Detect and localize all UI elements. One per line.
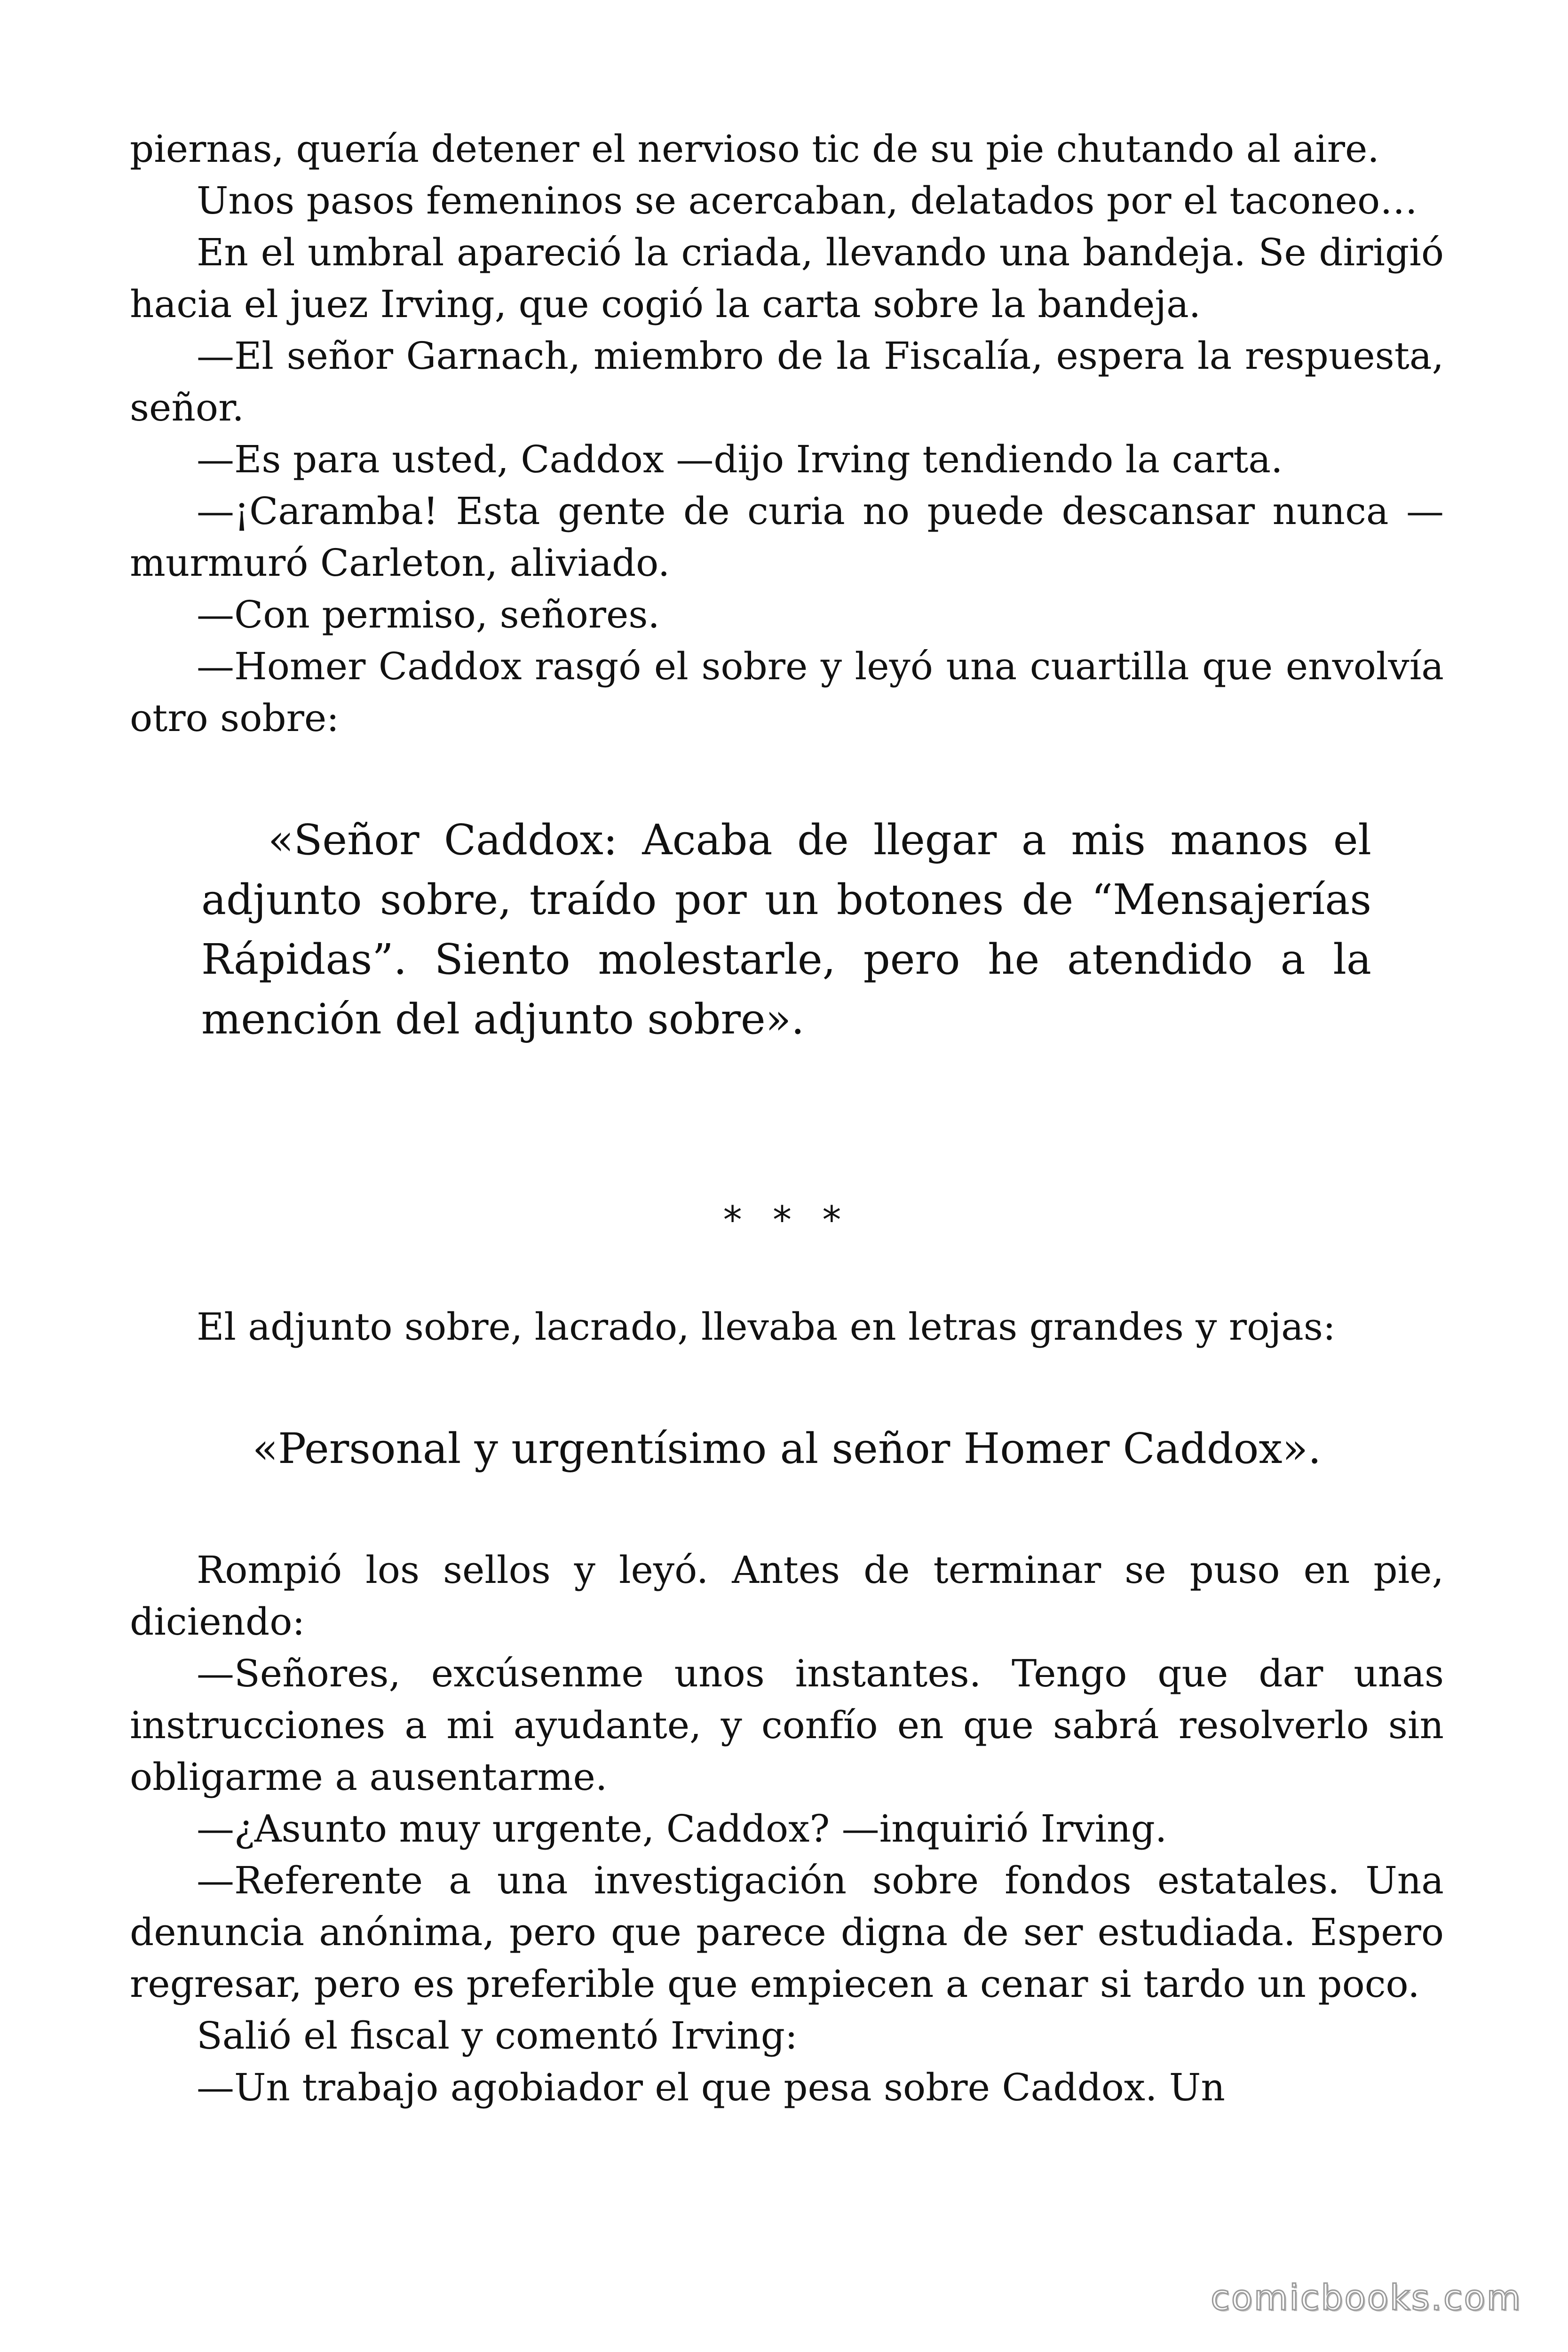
paragraph: Rompió los sellos y leyó. Antes de terminar se puso en pie, diciendo: — [130, 1548, 1444, 1644]
letter-quote: «Señor Caddox: Acaba de llegar a mis manos el adjunto sobre, traído por un botones de “Mensajerías Rápidas”. Siento molestarle, pero he atendido a la mención del adjunto sobre». — [201, 815, 1371, 1043]
paragraph: —Es para usted, Caddox —dijo Irving tendiendo la carta. — [197, 437, 1283, 481]
watermark-text: comicbooks.com — [1211, 2278, 1522, 2318]
text-section-bottom — [130, 1544, 1444, 2114]
text-section-top — [130, 123, 1444, 744]
paragraph: Salió el fiscal y comentó Irving: — [197, 2014, 798, 2058]
paragraph: —Señores, excúsenme unos instantes. Tengo que dar unas instrucciones a mi ayudante, y confío en que sabrá resolverlo sin obligarme a ausentarme. — [130, 1652, 1444, 1799]
paragraph: —Un trabajo agobiador el que pesa sobre Caddox. Un — [197, 2066, 1225, 2109]
paragraph: —¡Caramba! Esta gente de curia no puede descansar nunca —murmuró Carleton, aliviado. — [130, 489, 1444, 585]
section-separator: * * * — [723, 1198, 851, 1242]
paragraph: —Con permiso, señores. — [197, 593, 660, 636]
paragraph: En el umbral apareció la criada, llevando una bandeja. Se dirigió hacia el juez Irving, que cogió la carta sobre la bandeja. — [130, 230, 1444, 326]
paragraph: —Homer Caddox rasgó el sobre y leyó una cuartilla que envolvía otro sobre: — [130, 644, 1444, 740]
paragraph: —El señor Garnach, miembro de la Fiscalía, espera la respuesta, señor. — [130, 334, 1444, 429]
paragraph: El adjunto sobre, lacrado, llevaba en letras grandes y rojas: — [197, 1305, 1336, 1349]
envelope-inscription: «Personal y urgentísimo al señor Homer Caddox». — [252, 1424, 1322, 1473]
paragraph: —¿Asunto muy urgente, Caddox? —inquirió Irving. — [197, 1807, 1167, 1851]
paragraph: —Referente a una investigación sobre fondos estatales. Una denuncia anónima, pero que parece digna de ser estudiada. Espero regresar, pero es preferible que empiecen a cenar si tardo un poco. — [130, 1859, 1444, 2006]
paragraph: piernas, quería detener el nervioso tic de su pie chutando al aire. — [130, 127, 1379, 171]
book-page — [130, 123, 1444, 2114]
paragraph: Unos pasos femeninos se acercaban, delatados por el taconeo… — [197, 179, 1418, 222]
text-section-lead — [130, 1301, 1444, 1353]
